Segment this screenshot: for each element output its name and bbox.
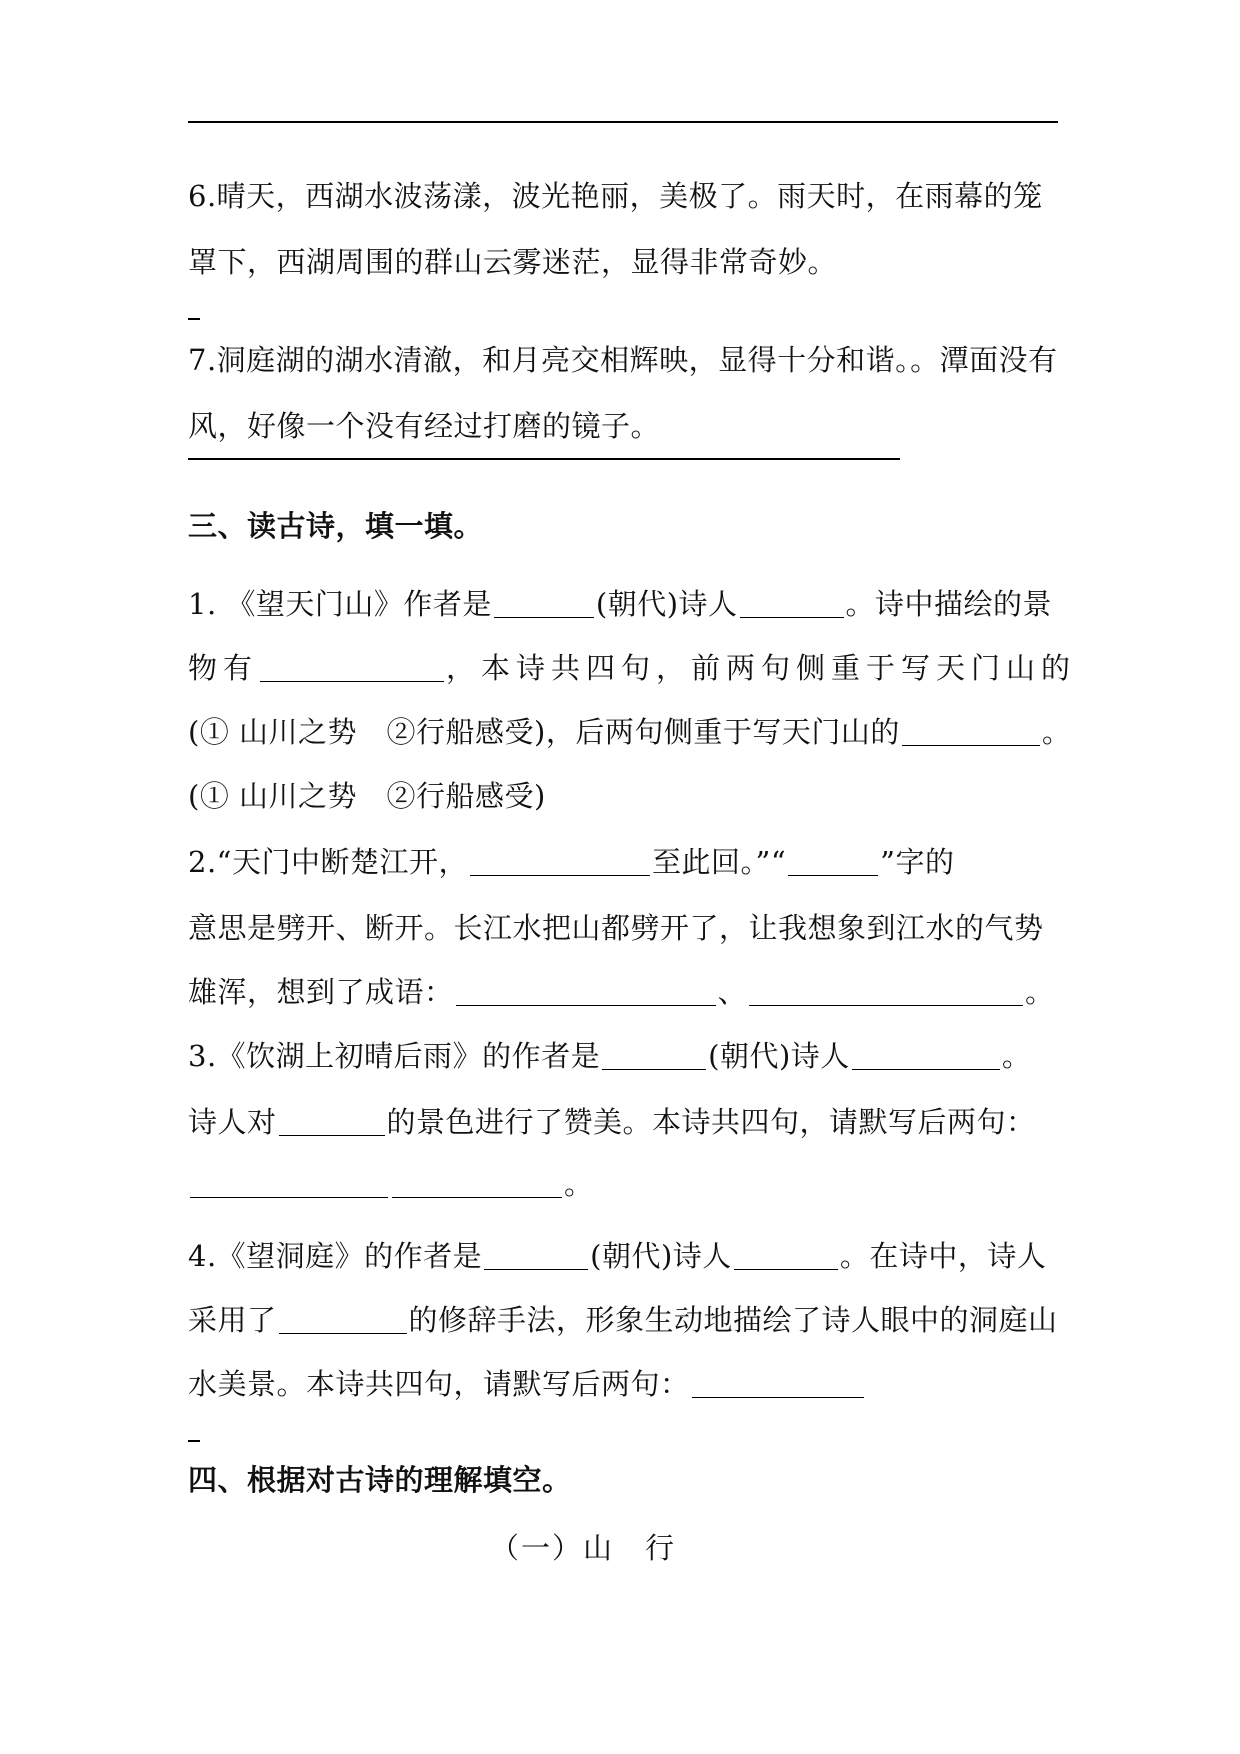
s3-q2-line-3 (188, 972, 1055, 1012)
s3-q1-scenery-blank[interactable] (260, 653, 444, 682)
s3-q1-text-e: ，本诗共四句，前两句侧重于写天门山的 (446, 651, 1077, 685)
s3-q4-line-3 (188, 1364, 866, 1404)
q6-line-2: 罩下，西湖周围的群山云雾迷茫，显得非常奇妙。 (188, 245, 838, 279)
s3-q2-verse-blank[interactable] (470, 847, 650, 876)
q7-answer-line[interactable] (188, 458, 900, 460)
s3-q4-text-e: 的修辞手法，形象生动地描绘了诗人眼中的洞庭山 (408, 1303, 1058, 1337)
s3-q1-focus-blank[interactable] (902, 717, 1040, 746)
s3-q3-text-b: (朝代)诗人 (708, 1039, 850, 1073)
s3-q3-text-d: 诗人对 (188, 1105, 277, 1139)
s3-q3-dynasty-blank[interactable] (602, 1041, 706, 1070)
q7-line-1: 7.洞庭湖的湖水清澈，和月亮交相辉映，显得十分和谐。。潭面没有 (188, 343, 1058, 377)
s3-q4-poet-blank[interactable] (734, 1241, 838, 1270)
s3-q1-poet-blank[interactable] (740, 589, 844, 618)
q7-line-2: 风，好像一个没有经过打磨的镜子。 (188, 409, 661, 443)
s3-q1-text-b: (朝代)诗人 (595, 587, 738, 621)
s3-q3-poet-blank[interactable] (852, 1041, 1000, 1070)
s3-q2-text-g: 。 (1025, 975, 1055, 1009)
s3-q2-text-e: 雄浑，想到了成语： (188, 975, 454, 1009)
s3-q4-text-f: 水美景。本诗共四句，请默写后两句： (188, 1367, 690, 1401)
s3-q3-line-1 (188, 1036, 1031, 1076)
s3-q1-line-4: (① 山川之势 ②行船感受) (188, 779, 546, 813)
s3-q2-text-b: 至此回。”“ (652, 845, 787, 879)
s3-q1-text-d: 物有 (188, 651, 259, 685)
s3-q2-line-1 (188, 842, 954, 882)
s3-q1-line-1 (188, 584, 1052, 624)
s3-q1-dynasty-blank[interactable] (494, 589, 594, 618)
s3-q3-verse-blank-2[interactable] (392, 1169, 562, 1198)
poem-subtitle: （一）山 行 (490, 1531, 677, 1565)
answer-dash (188, 1440, 200, 1442)
q6-line-1: 6.晴天，西湖水波荡漾，波光艳丽，美极了。雨天时，在雨幕的笼 (188, 179, 1043, 213)
s3-q3-text-c: 。 (1001, 1039, 1032, 1073)
s3-q1-line-2 (188, 648, 1076, 688)
s3-q4-text-b: (朝代)诗人 (590, 1239, 732, 1273)
s3-q3-text-f: 。 (564, 1167, 594, 1201)
s3-q2-idiom-blank-1[interactable] (456, 977, 716, 1006)
section-3-title: 三、读古诗，填一填。 (188, 509, 484, 543)
s3-q4-text-c: 。在诗中，诗人 (839, 1239, 1047, 1273)
s3-q1-text-a: 1. 《望天门山》作者是 (188, 587, 492, 621)
s3-q1-text-f: (① 山川之势 ②行船感受)，后两句侧重于写天门山的 (188, 715, 900, 749)
s3-q3-line-3 (188, 1164, 594, 1204)
s3-q2-char-blank[interactable] (788, 847, 878, 876)
header-rule (188, 121, 1058, 123)
s3-q3-text-a: 3.《饮湖上初晴后雨》的作者是 (188, 1039, 601, 1073)
s3-q3-text-e: 的景色进行了赞美。本诗共四句，请默写后两句： (386, 1105, 1036, 1139)
s3-q4-dynasty-blank[interactable] (484, 1241, 588, 1270)
answer-dash (188, 318, 200, 320)
s3-q2-text-f: 、 (717, 975, 748, 1009)
s3-q4-text-d: 采用了 (188, 1303, 277, 1337)
s3-q2-text-a: 2.“天门中断楚江开， (188, 845, 468, 879)
s3-q4-text-a: 4.《望洞庭》的作者是 (188, 1239, 483, 1273)
s3-q3-verse-blank-1[interactable] (190, 1169, 388, 1198)
section-4-title: 四、根据对古诗的理解填空。 (188, 1463, 572, 1497)
s3-q3-line-2 (188, 1102, 1036, 1142)
s3-q2-idiom-blank-2[interactable] (749, 977, 1023, 1006)
s3-q4-rhetoric-blank[interactable] (279, 1305, 407, 1334)
s3-q2-text-c: ”字的 (880, 845, 955, 879)
s3-q4-line-1 (188, 1236, 1046, 1276)
s3-q1-text-c: 。诗中描绘的景 (845, 587, 1053, 621)
s3-q3-scene-blank[interactable] (279, 1107, 385, 1136)
s3-q1-line-3 (188, 712, 1071, 752)
s3-q1-text-g: 。 (1041, 715, 1072, 749)
s3-q4-line-2 (188, 1300, 1058, 1340)
s3-q2-line-2: 意思是劈开、断开。长江水把山都劈开了，让我想象到江水的气势 (188, 911, 1044, 945)
s3-q4-verse-blank[interactable] (692, 1369, 864, 1398)
